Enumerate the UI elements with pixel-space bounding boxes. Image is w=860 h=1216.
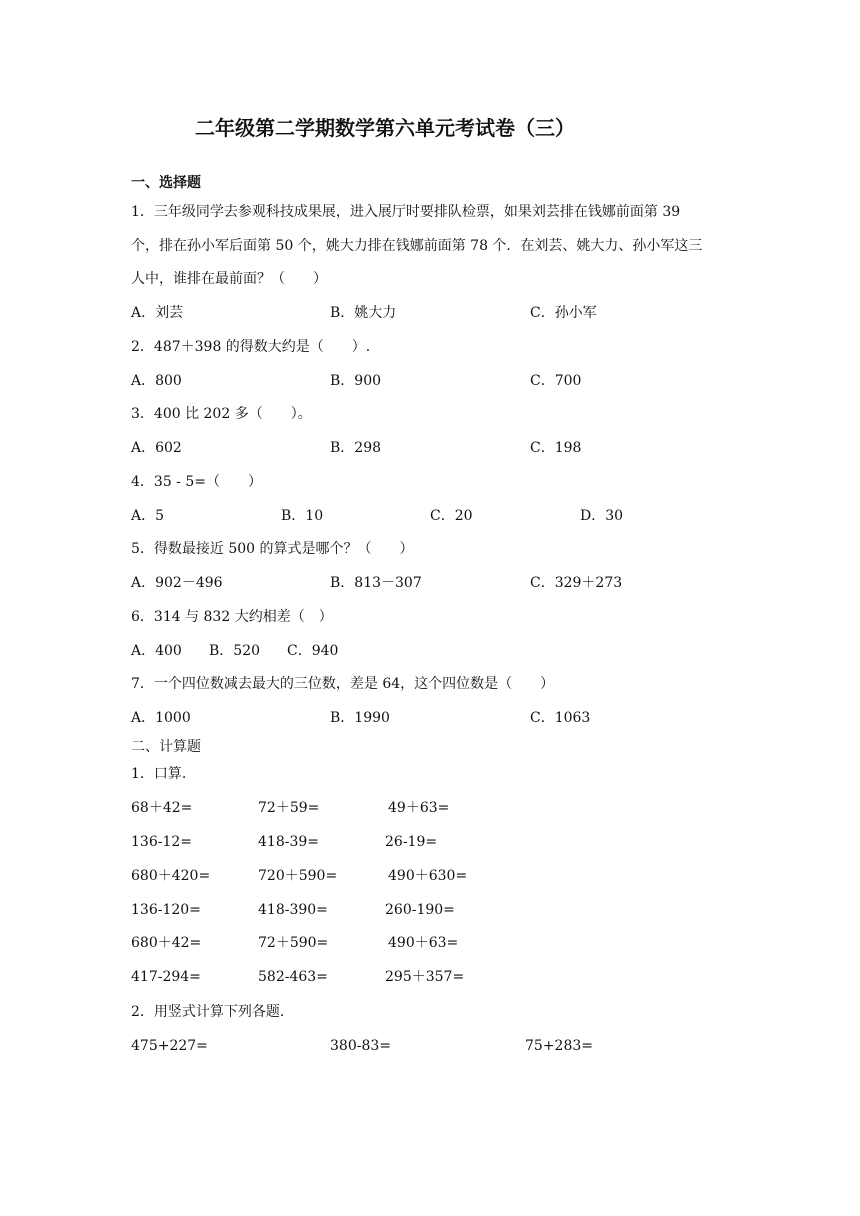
mental-calc-item: 72＋59= <box>258 800 320 816</box>
mental-calc-item: 582-463= <box>258 969 328 985</box>
question-3-option-c: C．198 <box>530 440 582 456</box>
question-4-option-b: B．10 <box>281 508 324 524</box>
question-6-option-c: C．940 <box>287 643 339 659</box>
mental-calc-item: 260-190= <box>385 902 455 918</box>
question-2-option-a: A．800 <box>131 373 182 389</box>
mental-calc-item: 417-294= <box>131 969 201 985</box>
question-5-option-a: A．902－496 <box>131 575 223 591</box>
question-7-option-c: C．1063 <box>530 710 591 726</box>
mental-calc-item: 72＋590= <box>258 935 329 951</box>
question-3-option-b: B．298 <box>330 440 382 456</box>
question-2-option-c: C．700 <box>530 373 582 389</box>
page-title: 二年级第二学期数学第六单元考试卷（三） <box>195 116 575 140</box>
calc-1-text: 1．口算. <box>131 766 187 782</box>
vertical-calc-item: 380-83= <box>330 1038 391 1054</box>
mental-calc-item: 680＋42= <box>131 935 202 951</box>
question-7-option-b: B．1990 <box>330 710 390 726</box>
mental-calc-item: 49＋63= <box>388 800 450 816</box>
section-heading-choice: 一、选择题 <box>131 175 201 191</box>
mental-calc-item: 720＋590= <box>258 868 338 884</box>
question-5-option-b: B．813－307 <box>330 575 422 591</box>
question-6-text: 6．314 与 832 大约相差（ ） <box>131 609 333 625</box>
mental-calc-item: 26-19= <box>385 834 438 850</box>
question-3-option-a: A．602 <box>131 440 182 456</box>
question-7-option-a: A．1000 <box>131 710 191 726</box>
question-4-option-a: A．5 <box>131 508 165 524</box>
mental-calc-item: 490＋63= <box>388 935 459 951</box>
section-heading-calculation: 二、计算题 <box>131 739 201 755</box>
question-1-line-1: 1．三年级同学去参观科技成果展，进入展厅时要排队检票，如果刘芸排在钱娜前面第 39 <box>131 204 681 220</box>
vertical-calc-item: 475+227= <box>131 1038 208 1054</box>
question-1-option-b: B．姚大力 <box>330 305 397 321</box>
question-5-option-c: C．329＋273 <box>530 575 623 591</box>
mental-calc-item: 136-12= <box>131 834 192 850</box>
question-7-text: 7．一个四位数减去最大的三位数，差是 64，这个四位数是（ ） <box>131 676 555 692</box>
question-1-option-a: A．刘芸 <box>131 305 184 321</box>
question-4-option-d: D．30 <box>580 508 624 524</box>
question-2-text: 2．487＋398 的得数大约是（ ）. <box>131 339 371 355</box>
vertical-calc-item: 75+283= <box>525 1038 593 1054</box>
mental-calc-item: 490＋630= <box>388 868 468 884</box>
question-4-text: 4．35 - 5=（ ） <box>131 474 262 490</box>
mental-calc-item: 418-39= <box>258 834 319 850</box>
question-4-option-c: C．20 <box>430 508 473 524</box>
question-6-option-a: A．400 <box>131 643 182 659</box>
question-1-line-2: 个，排在孙小军后面第 50 个，姚大力排在钱娜前面第 78 个．在刘芸、姚大力、孙小军这三 <box>131 238 703 254</box>
mental-calc-item: 418-390= <box>258 902 328 918</box>
mental-calc-item: 136-120= <box>131 902 201 918</box>
question-1-option-c: C．孙小军 <box>530 305 597 321</box>
question-2-option-b: B．900 <box>330 373 382 389</box>
mental-calc-item: 295＋357= <box>385 969 465 985</box>
calc-2-text: 2．用竖式计算下列各题. <box>131 1004 285 1020</box>
question-6-option-b: B．520 <box>209 643 261 659</box>
question-3-text: 3．400 比 202 多（ ）。 <box>131 406 312 422</box>
mental-calc-item: 680＋420= <box>131 868 211 884</box>
question-1-line-3: 人中，谁排在最前面？（ ） <box>131 271 327 287</box>
question-5-text: 5．得数最接近 500 的算式是哪个？（ ） <box>131 541 414 557</box>
mental-calc-item: 68＋42= <box>131 800 193 816</box>
